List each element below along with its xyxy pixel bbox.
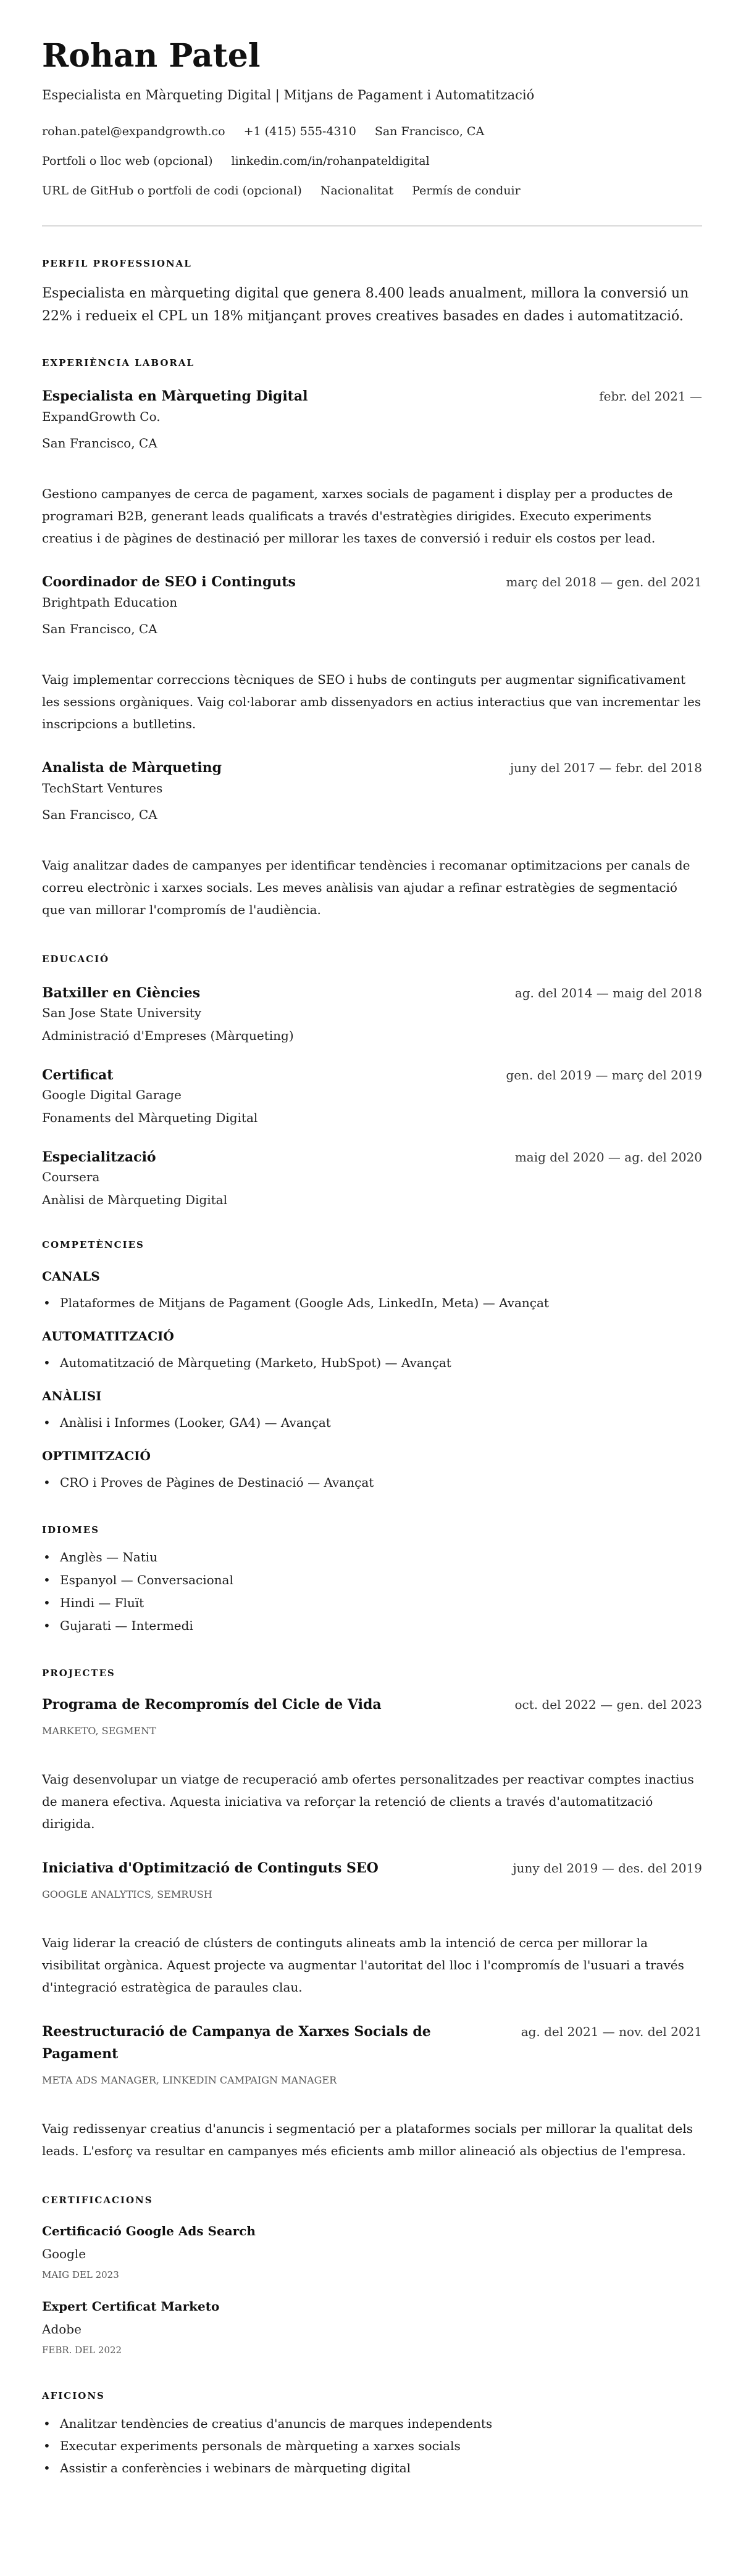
language-text: Anglès — Natiu xyxy=(60,1550,158,1564)
bullet-icon: • xyxy=(43,2438,51,2453)
certification-issuer: Google xyxy=(42,2246,86,2261)
skill-group-title: AUTOMATITZACIÓ xyxy=(42,1329,174,1344)
contact-location: San Francisco, CA xyxy=(374,125,485,138)
job-date: juny del 2017 — febr. del 2018 xyxy=(509,760,702,775)
section-title: PERFIL PROFESSIONAL xyxy=(42,258,192,269)
project-entry xyxy=(42,1857,702,1998)
language-text: Espanyol — Conversacional xyxy=(60,1573,233,1587)
section-title: AFICIONS xyxy=(42,2390,105,2401)
job-title: Especialista en Màrqueting Digital xyxy=(42,388,308,404)
certification-issuer: Adobe xyxy=(42,2322,82,2337)
language-text: Hindi — Fluït xyxy=(60,1595,144,1610)
section-title: COMPETÈNCIES xyxy=(42,1239,144,1250)
summary-section xyxy=(42,257,702,328)
job-company: ExpandGrowth Co. xyxy=(42,409,161,424)
contact-row xyxy=(42,182,702,199)
skill-text: Plataformes de Mitjans de Pagament (Google Ads, LinkedIn, Meta) — Avançat xyxy=(60,1295,549,1310)
section-title: EXPERIÈNCIA LABORAL xyxy=(42,357,195,368)
job-title: Analista de Màrqueting xyxy=(42,760,222,776)
contact-driving-license: Permís de conduir xyxy=(412,184,521,197)
education-date: maig del 2020 — ag. del 2020 xyxy=(514,1150,702,1165)
project-title: Iniciativa d'Optimització de Continguts SEO xyxy=(42,1860,379,1876)
skill-item xyxy=(42,1473,702,1492)
hobby-text: Assistir a conferències i webinars de màrqueting digital xyxy=(60,2461,411,2475)
project-tech: GOOGLE ANALYTICS, SEMRUSH xyxy=(42,1888,212,1900)
job-description: Gestiono campanyes de cerca de pagament, xarxes socials de pagament i display per a productes de programari B2B, generant leads qualificats a través d'estratègies dirigides. Executo experiments creatius i de pàgines de destinació per millorar les taxes de conversió i reduir els costos per lead. xyxy=(42,486,673,546)
field-of-study: Administració d'Empreses (Màrqueting) xyxy=(42,1028,294,1043)
certifications-section xyxy=(42,2194,702,2357)
project-date: ag. del 2021 — nov. del 2021 xyxy=(521,2024,702,2039)
bullet-icon: • xyxy=(43,1550,51,1564)
skill-item xyxy=(42,1353,702,1372)
certification-date: FEBR. DEL 2022 xyxy=(42,2345,122,2356)
field-of-study: Anàlisi de Màrqueting Digital xyxy=(42,1192,227,1207)
skill-group-title: CANALS xyxy=(42,1269,100,1284)
language-item xyxy=(42,1546,702,1569)
bullet-icon: • xyxy=(43,1355,51,1370)
skill-text: CRO i Proves de Pàgines de Destinació — Avançat xyxy=(60,1475,374,1490)
bullet-icon: • xyxy=(43,1415,51,1430)
certification-entry xyxy=(42,2222,702,2282)
job-entry xyxy=(42,758,702,921)
project-date: juny del 2019 — des. del 2019 xyxy=(513,1861,702,1876)
skill-list xyxy=(42,1413,702,1432)
skills-section xyxy=(42,1239,702,1492)
contact-github[interactable]: URL de GitHub o portfoli de codi (opcional) xyxy=(42,184,302,197)
language-item xyxy=(42,1569,702,1592)
header-divider xyxy=(42,225,702,226)
job-entry xyxy=(42,387,702,549)
job-location: San Francisco, CA xyxy=(42,807,157,822)
project-description: Vaig liderar la creació de clústers de continguts alineats amb la intenció de cerca per millorar la visibilitat orgànica. Aquest projecte va augmentar l'autoritat del lloc i l'compromís de l'usuari a través d'integració estratègica de paraules clau. xyxy=(42,1935,684,1995)
contact-portfolio[interactable]: Portfoli o lloc web (opcional) xyxy=(42,154,213,168)
hobby-item xyxy=(42,2435,702,2457)
job-description: Vaig implementar correccions tècniques de SEO i hubs de continguts per augmentar significativament les sessions orgàniques. Vaig col·laborar amb dissenyadors en actius interactius que van incrementar les inscripcions a butlletins. xyxy=(42,672,701,731)
field-of-study: Fonaments del Màrqueting Digital xyxy=(42,1110,258,1125)
languages-section xyxy=(42,1524,702,1637)
contact-phone[interactable]: +1 (415) 555-4310 xyxy=(243,125,356,138)
bullet-icon: • xyxy=(43,1475,51,1490)
language-text: Gujarati — Intermedi xyxy=(60,1618,193,1633)
skill-item xyxy=(42,1413,702,1432)
resume-header xyxy=(42,38,702,199)
contact-row xyxy=(42,123,702,140)
degree-title: Certificat xyxy=(42,1067,114,1083)
contact-row xyxy=(42,152,702,170)
language-list xyxy=(42,1546,702,1637)
language-item xyxy=(42,1592,702,1614)
certification-date: MAIG DEL 2023 xyxy=(42,2269,119,2280)
project-description: Vaig redissenyar creatius d'anuncis i segmentació per a plataformes socials per millorar la qualitat dels leads. L'esforç va resultar en campanyes més eficients amb millor alineació als objectius de l'empresa. xyxy=(42,2121,693,2158)
project-tech: MARKETO, SEGMENT xyxy=(42,1725,156,1737)
project-entry xyxy=(42,2021,702,2162)
section-title: CERTIFICACIONS xyxy=(42,2195,153,2206)
bullet-icon: • xyxy=(43,1295,51,1310)
contact-email[interactable]: rohan.patel@expandgrowth.co xyxy=(42,125,225,138)
projects-section xyxy=(42,1667,702,2162)
bullet-icon: • xyxy=(43,1595,51,1610)
candidate-name: Rohan Patel xyxy=(42,37,261,75)
job-location: San Francisco, CA xyxy=(42,621,157,636)
certification-entry xyxy=(42,2298,702,2357)
skill-list xyxy=(42,1353,702,1372)
language-item xyxy=(42,1614,702,1637)
job-company: Brightpath Education xyxy=(42,595,178,610)
education-entry xyxy=(42,1148,702,1209)
section-title: EDUCACIÓ xyxy=(42,954,110,965)
project-tech: META ADS MANAGER, LINKEDIN CAMPAIGN MANAGER xyxy=(42,2074,337,2086)
bullet-icon: • xyxy=(43,2416,51,2431)
job-date: març del 2018 — gen. del 2021 xyxy=(506,575,702,589)
summary-text: Especialista en màrqueting digital que genera 8.400 leads anualment, millora la conversió un 22% i redueix el CPL un 18% mitjançant proves creatives basades en dades i automatització. xyxy=(42,286,689,324)
project-title: Programa de Recompromís del Cicle de Vida xyxy=(42,1697,382,1713)
job-title: Coordinador de SEO i Continguts xyxy=(42,574,296,590)
skill-list xyxy=(42,1473,702,1492)
hobby-list xyxy=(42,2412,702,2479)
hobby-text: Analitzar tendències de creatius d'anuncis de marques independents xyxy=(60,2416,493,2431)
experience-section xyxy=(42,357,702,921)
skill-list xyxy=(42,1294,702,1312)
job-company: TechStart Ventures xyxy=(42,781,163,796)
education-section xyxy=(42,953,702,1209)
project-date: oct. del 2022 — gen. del 2023 xyxy=(514,1697,702,1712)
education-date: ag. del 2014 — maig del 2018 xyxy=(514,986,702,1000)
institution: Google Digital Garage xyxy=(42,1087,182,1102)
project-title: Reestructuració de Campanya de Xarxes Socials de Pagament xyxy=(42,2024,431,2062)
hobby-item xyxy=(42,2457,702,2479)
bullet-icon: • xyxy=(43,1573,51,1587)
skill-text: Automatització de Màrqueting (Marketo, HubSpot) — Avançat xyxy=(60,1355,451,1370)
contact-nationality: Nacionalitat xyxy=(320,184,394,197)
skill-text: Anàlisi i Informes (Looker, GA4) — Avançat xyxy=(60,1415,331,1430)
certification-title: Certificació Google Ads Search xyxy=(42,2224,256,2238)
section-title: IDIOMES xyxy=(42,1524,99,1535)
bullet-icon: • xyxy=(43,1618,51,1633)
skill-item xyxy=(42,1294,702,1312)
section-title: PROJECTES xyxy=(42,1668,115,1679)
certification-title: Expert Certificat Marketo xyxy=(42,2299,220,2314)
hobbies-section xyxy=(42,2390,702,2479)
job-entry xyxy=(42,573,702,735)
job-description: Vaig analitzar dades de campanyes per identificar tendències i recomanar optimitzacions per canals de correu electrònic i xarxes socials. Les meves anàlisis van ajudar a refinar estratègies de segmentació que van millorar l'compromís de l'audiència. xyxy=(42,858,690,917)
education-date: gen. del 2019 — març del 2019 xyxy=(506,1068,702,1082)
skill-group-title: ANÀLISI xyxy=(42,1389,102,1403)
degree-title: Batxiller en Ciències xyxy=(42,985,201,1001)
contact-linkedin[interactable]: linkedin.com/in/rohanpateldigital xyxy=(231,154,430,168)
skill-group-title: OPTIMITZACIÓ xyxy=(42,1448,151,1463)
project-description: Vaig desenvolupar un viatge de recuperació amb ofertes personalitzades per reactivar comptes inactius de manera efectiva. Aquesta iniciativa va reforçar la retenció de clients a través d'automatització dirigida. xyxy=(42,1772,694,1831)
institution: Coursera xyxy=(42,1170,100,1184)
education-entry xyxy=(42,1066,702,1127)
hobby-text: Executar experiments personals de màrqueting a xarxes socials xyxy=(60,2438,461,2453)
job-location: San Francisco, CA xyxy=(42,436,157,451)
institution: San Jose State University xyxy=(42,1005,202,1020)
degree-title: Especialització xyxy=(42,1149,156,1165)
candidate-headline: Especialista en Màrqueting Digital | Mitjans de Pagament i Automatització xyxy=(42,88,535,102)
bullet-icon: • xyxy=(43,2461,51,2475)
job-date: febr. del 2021 — xyxy=(599,389,702,404)
project-entry xyxy=(42,1693,702,1835)
hobby-item xyxy=(42,2412,702,2435)
education-entry xyxy=(42,984,702,1045)
